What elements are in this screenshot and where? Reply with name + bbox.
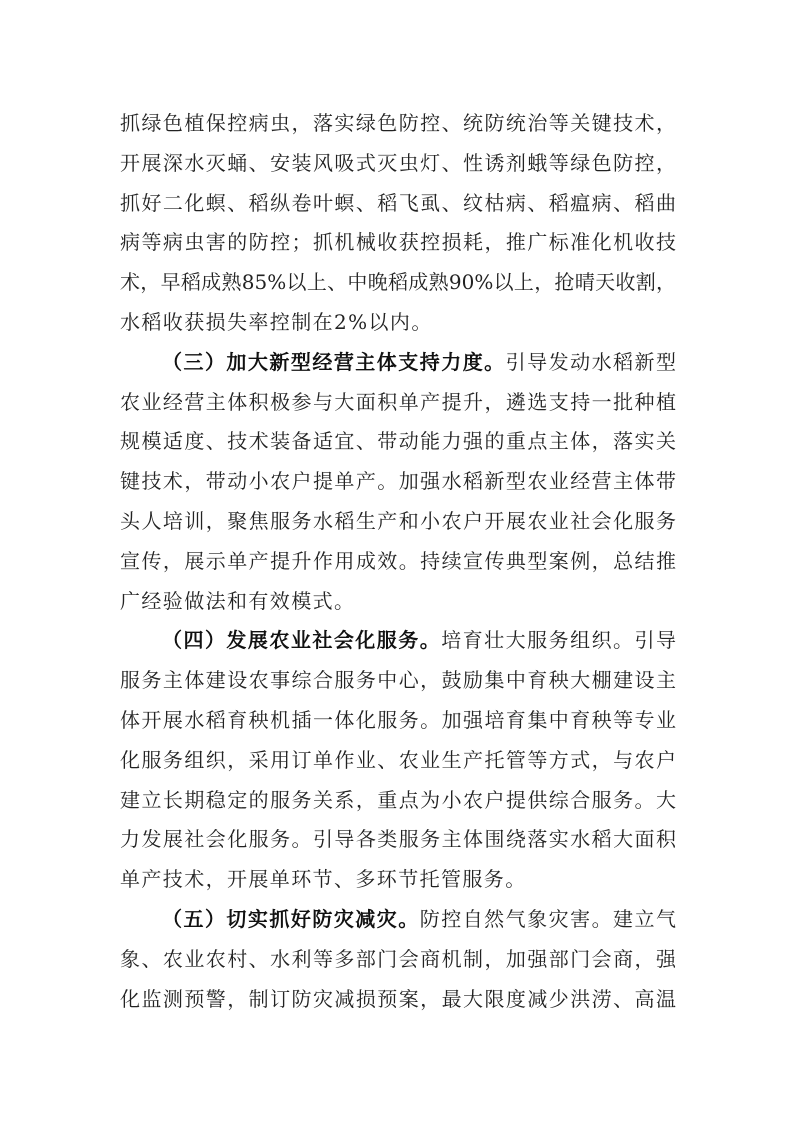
text-line: 化服务组织，采用订单作业、农业生产托管等方式，与农户 xyxy=(120,747,676,772)
text-line: 体开展水稻育秧机插一体化服务。加强培育集中育秧等专业 xyxy=(120,707,676,732)
text-line: 病等病虫害的防控；抓机械收获控损耗，推广标准化机收技 xyxy=(120,230,676,255)
text-line: 术，早稻成熟85%以上、中晚稻成熟90%以上，抢晴天收割， xyxy=(120,270,676,295)
text-line: 农业经营主体积极参与大面积单产提升，遴选支持一批种植 xyxy=(120,389,676,414)
paragraph-pest-control xyxy=(120,104,676,343)
paragraph-section-4 xyxy=(120,621,676,900)
text-line: 化监测预警，制订防灾减损预案，最大限度减少洪涝、高温 xyxy=(120,986,676,1011)
text-line: 宣传，展示单产提升作用成效。持续宣传典型案例，总结推 xyxy=(120,548,676,573)
section-heading: （四）发展农业社会化服务。 xyxy=(162,628,442,653)
text-line: 单产技术，开展单环节、多环节托管服务。 xyxy=(120,867,527,892)
text-line: 象、农业农村、水利等多部门会商机制，加强部门会商，强 xyxy=(120,946,676,971)
text-line: 水稻收获损失率控制在2%以内。 xyxy=(120,309,433,334)
text-line xyxy=(120,900,676,940)
text-line: 头人培训，聚焦服务水稻生产和小农户开展农业社会化服务 xyxy=(120,508,676,533)
text-line: 力发展社会化服务。引导各类服务主体围绕落实水稻大面积 xyxy=(120,827,676,852)
paragraph-section-3 xyxy=(120,343,676,622)
text-span: 培育壮大服务组织。引导 xyxy=(441,628,677,653)
text-line xyxy=(120,621,676,661)
text-line: 键技术，带动小农户提单产。加强水稻新型农业经营主体带 xyxy=(120,469,676,494)
document-page xyxy=(120,104,676,1019)
text-span: 引导发动水稻新型 xyxy=(505,349,677,374)
section-heading: （五）切实抓好防灾减灾。 xyxy=(162,906,420,931)
section-heading: （三）加大新型经营主体支持力度。 xyxy=(162,349,506,374)
text-line: 抓绿色植保控病虫，落实绿色防控、统防统治等关键技术， xyxy=(120,111,676,135)
text-line: 抓好二化螟、稻纵卷叶螟、稻飞虱、纹枯病、稻瘟病、稻曲 xyxy=(120,190,676,215)
text-line: 服务主体建设农事综合服务中心，鼓励集中育秧大棚建设主 xyxy=(120,668,676,693)
text-line xyxy=(120,343,676,383)
text-line: 开展深水灭蛹、安装风吸式灭虫灯、性诱剂蛾等绿色防控， xyxy=(120,150,676,175)
text-line: 建立长期稳定的服务关系，重点为小农户提供综合服务。大 xyxy=(120,787,676,812)
text-line: 规模适度、技术装备适宜、带动能力强的重点主体，落实关 xyxy=(120,429,676,454)
paragraph-section-5 xyxy=(120,900,676,1019)
text-line: 广经验做法和有效模式。 xyxy=(120,588,356,613)
text-span: 防控自然气象灾害。建立气 xyxy=(419,906,677,931)
